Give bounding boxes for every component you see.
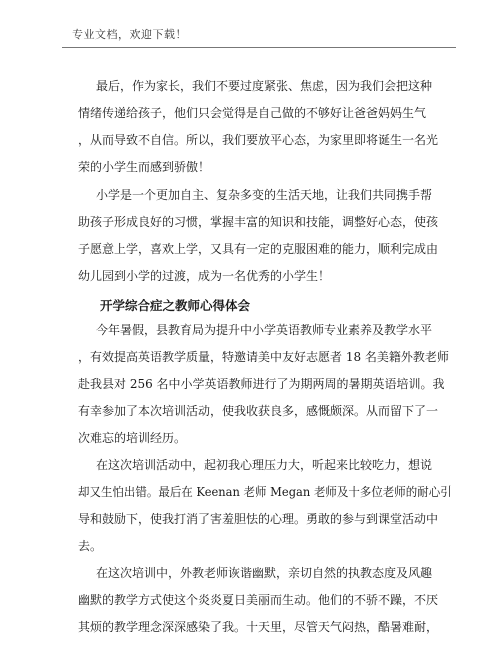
text-line: 小学是一个更加自主、复杂多变的生活天地，让我们共同携手帮 [96,188,433,202]
header-text: 专业文档，欢迎下载！ [72,28,187,41]
text-line: 最后，作为家长，我们不要过度紧张、焦虑，因为我们会把这种 [96,79,433,93]
text-line: ，有效提高英语教学质量，特邀请美中友好志愿者 18 名美籍外教老师 [78,350,449,364]
text-line: 赴我县对 256 名中小学英语教师进行了为期两周的暑期英语培训。我 [78,377,445,391]
text-line: 幽默的教学方式使这个炎炎夏日美丽而生动。他们的不骄不躁，不厌 [78,593,439,607]
text-line: 荣的小学生而感到骄傲！ [78,160,211,174]
text-line: 导和鼓励下，使我打消了害羞胆怯的心理。勇敢的参与到课堂活动中 [78,512,439,526]
text-line: ，从而导致不自信。所以，我们要放平心态，为家里即将诞生一名光 [78,133,439,147]
text-line: 今年暑假，县教育局为提升中小学英语教师专业素养及教学水平 [96,323,433,337]
text-line: 助孩子形成良好的习惯，掌握丰富的知识和技能，调整好心态，使孩 [78,215,439,229]
text-line: 其烦的教学理念深深感染了我。十天里，尽管天气闷热，酷暑难耐， [78,620,439,634]
text-line: 却又生怕出错。最后在 Keenan 老师 Megan 老师及十多位老师的耐心引 [78,485,452,499]
text-line: 情绪传递给孩子，他们只会觉得是自己做的不够好让爸爸妈妈生气 [78,106,427,120]
header-divider [62,47,456,48]
text-line: 在这次培训中，外教老师诙谐幽默，亲切自然的执教态度及风趣 [96,566,433,580]
text-line: 次难忘的培训经历。 [78,431,187,445]
text-line: 幼儿园到小学的过渡，成为一名优秀的小学生！ [78,269,331,283]
text-line: 在这次培训活动中，起初我心理压力大，听起来比较吃力，想说 [96,458,433,472]
section-title: 开学综合症之教师心得体会 [100,298,251,313]
text-line: 有幸参加了本次培训活动，使我收获良多，感慨颇深。从而留下了一 [78,404,439,418]
text-line: 去。 [78,539,103,553]
text-line: 子愿意上学，喜欢上学，又具有一定的克服困难的能力，顺利完成由 [78,242,439,256]
